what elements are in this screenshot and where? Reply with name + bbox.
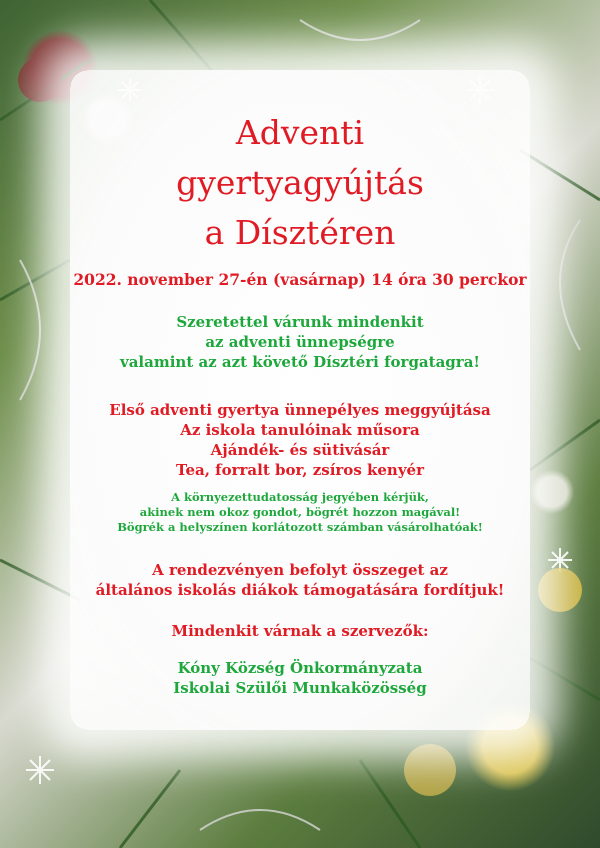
note-line-3: Bögrék a helyszínen korlátozott számban vásárolhatóak!: [117, 520, 483, 534]
event-date: 2022. november 27-én (vasárnap) 14 óra 30 perckor: [73, 270, 527, 289]
program-item: Az iskola tanulóinak műsora: [180, 421, 420, 439]
title-line-3: a Dísztéren: [204, 213, 396, 252]
mug-note: [0, 490, 600, 535]
organizers-heading: Mindenkit várnak a szervezők:: [171, 622, 429, 640]
title-line-1: Adventi: [235, 113, 365, 152]
title-line-2: gyertyagyújtás: [176, 163, 424, 202]
program-item: Ajándék- és sütivásár: [210, 441, 390, 459]
invitation-text: [0, 312, 600, 372]
invite-line-2: az adventi ünnepségre: [205, 333, 395, 351]
red-ornament-icon: [18, 58, 62, 102]
organizer-name: Iskolai Szülői Munkaközösség: [173, 679, 427, 697]
organizers-list: [0, 658, 600, 698]
invite-line-3: valamint az azt követő Dísztéri forgatagra!: [119, 353, 480, 371]
program-item: Tea, forralt bor, zsíros kenyér: [176, 461, 424, 479]
gold-ornament-icon: [404, 744, 456, 796]
invite-line-1: Szeretettel várunk mindenkit: [176, 313, 424, 331]
note-line-2: akinek nem okoz gondot, bögrét hozzon magával!: [139, 505, 461, 519]
program-item: Első adventi gyertya ünnepélyes meggyújtása: [109, 401, 491, 419]
event-title: [0, 108, 600, 258]
charity-line-1: A rendezvényen befolyt összeget az: [152, 561, 448, 579]
charity-note: [0, 560, 600, 600]
organizer-name: Kóny Község Önkormányzata: [177, 659, 423, 677]
note-line-1: A környezettudatosság jegyében kérjük,: [171, 490, 429, 504]
program-list: [0, 400, 600, 480]
charity-line-2: általános iskolás diákok támogatására fordítjuk!: [95, 581, 505, 599]
